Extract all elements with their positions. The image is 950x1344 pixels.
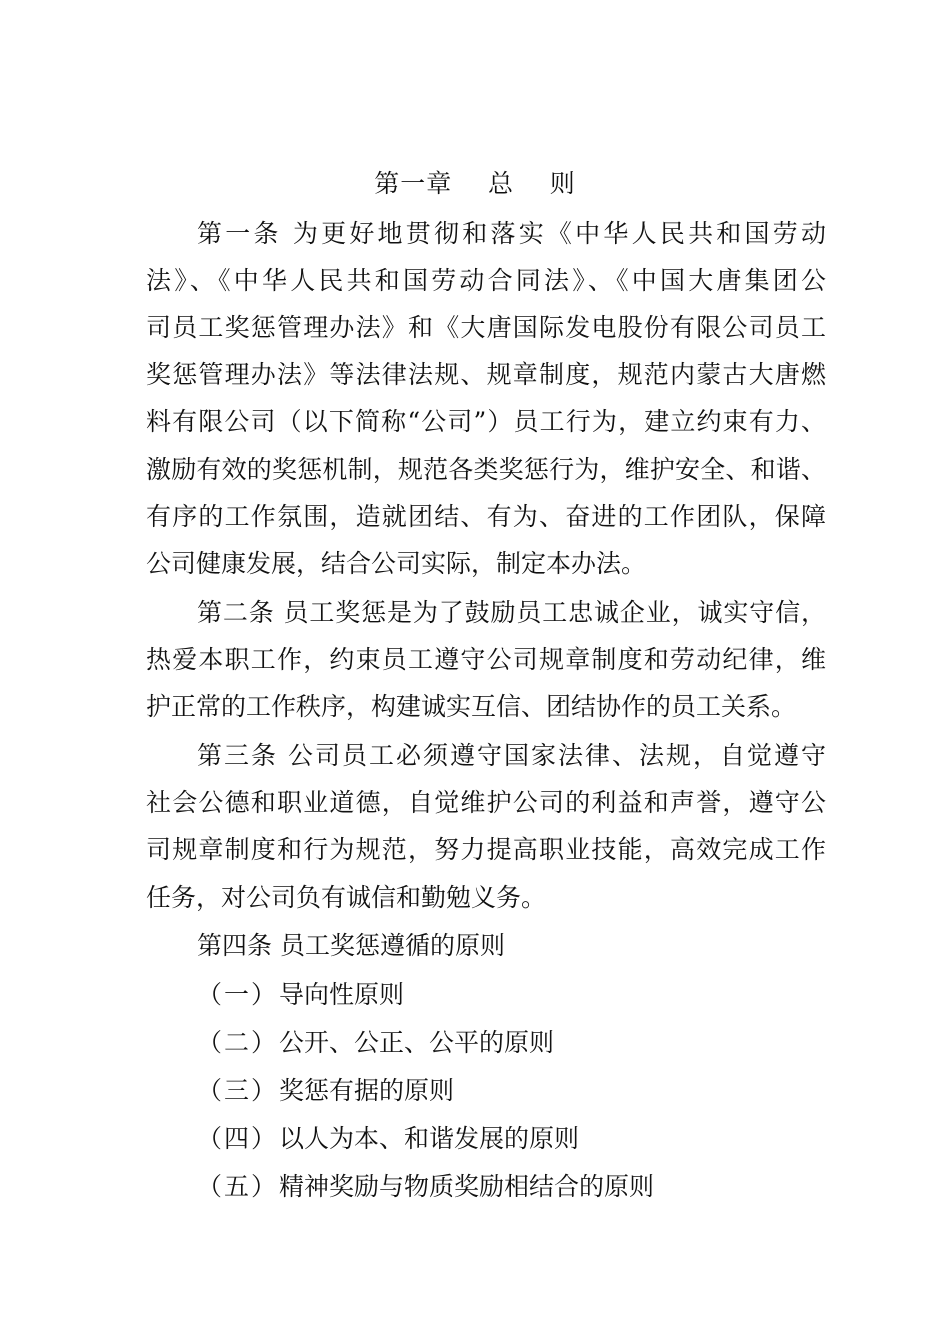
principle-item xyxy=(197,1023,554,1063)
principle-text: 以人为本、和谐发展的原则 xyxy=(279,1124,580,1153)
article-4-line-1: 第四条 员工奖惩遵循的原则 xyxy=(197,931,505,960)
principle-item xyxy=(197,1071,454,1111)
article-1-line-4: 奖惩管理办法》等法律法规、规章制度，规范内蒙古大唐燃 xyxy=(146,360,826,389)
article-3-line-3: 司规章制度和行为规范，努力提高职业技能，高效完成工作 xyxy=(146,835,826,864)
principle-text: 公开、公正、公平的原则 xyxy=(279,1028,555,1057)
chapter-title: 第一章 总 则 xyxy=(374,169,576,198)
principle-text: 精神奖励与物质奖励相结合的原则 xyxy=(279,1172,655,1201)
article-3-line-2: 社会公德和职业道德，自觉维护公司的利益和声誉，遵守公 xyxy=(146,788,826,817)
article-2-line-1: 第二条 员工奖惩是为了鼓励员工忠诚企业，诚实守信， xyxy=(197,598,826,627)
article-3-line-4: 任务，对公司负有诚信和勤勉义务。 xyxy=(146,883,547,912)
principle-number: （二） xyxy=(197,1028,279,1057)
principle-text: 导向性原则 xyxy=(279,980,405,1009)
article-1-line-8: 公司健康发展，结合公司实际，制定本办法。 xyxy=(146,549,647,578)
article-2-line-2: 热爱本职工作，约束员工遵守公司规章制度和劳动纪律，维 xyxy=(146,645,826,674)
principle-item xyxy=(197,1119,579,1159)
principle-number: （三） xyxy=(197,1076,279,1105)
article-2-line-3: 护正常的工作秩序，构建诚实互信、团结协作的员工关系。 xyxy=(146,692,797,721)
principle-text: 奖惩有据的原则 xyxy=(279,1076,455,1105)
article-1-line-1: 第一条 为更好地贯彻和落实《中华人民共和国劳动 xyxy=(197,219,826,248)
principle-number: （四） xyxy=(197,1124,279,1153)
article-1-line-2: 法》、《中华人民共和国劳动合同法》、《中国大唐集团公 xyxy=(146,266,826,295)
article-1-line-3: 司员工奖惩管理办法》和《大唐国际发电股份有限公司员工 xyxy=(146,313,826,342)
article-1-line-6: 激励有效的奖惩机制，规范各类奖惩行为，维护安全、和谐、 xyxy=(146,455,826,484)
principle-number: （一） xyxy=(197,980,279,1009)
principle-item xyxy=(197,1167,654,1207)
article-1-line-5: 料有限公司（以下简称“公司”）员工行为，建立约束有力、 xyxy=(146,407,826,436)
article-1-line-7: 有序的工作氛围，造就团结、有为、奋进的工作团队，保障 xyxy=(146,502,826,531)
article-3-line-1: 第三条 公司员工必须遵守国家法律、法规，自觉遵守 xyxy=(197,741,826,770)
principle-item xyxy=(197,975,404,1015)
principle-number: （五） xyxy=(197,1172,279,1201)
